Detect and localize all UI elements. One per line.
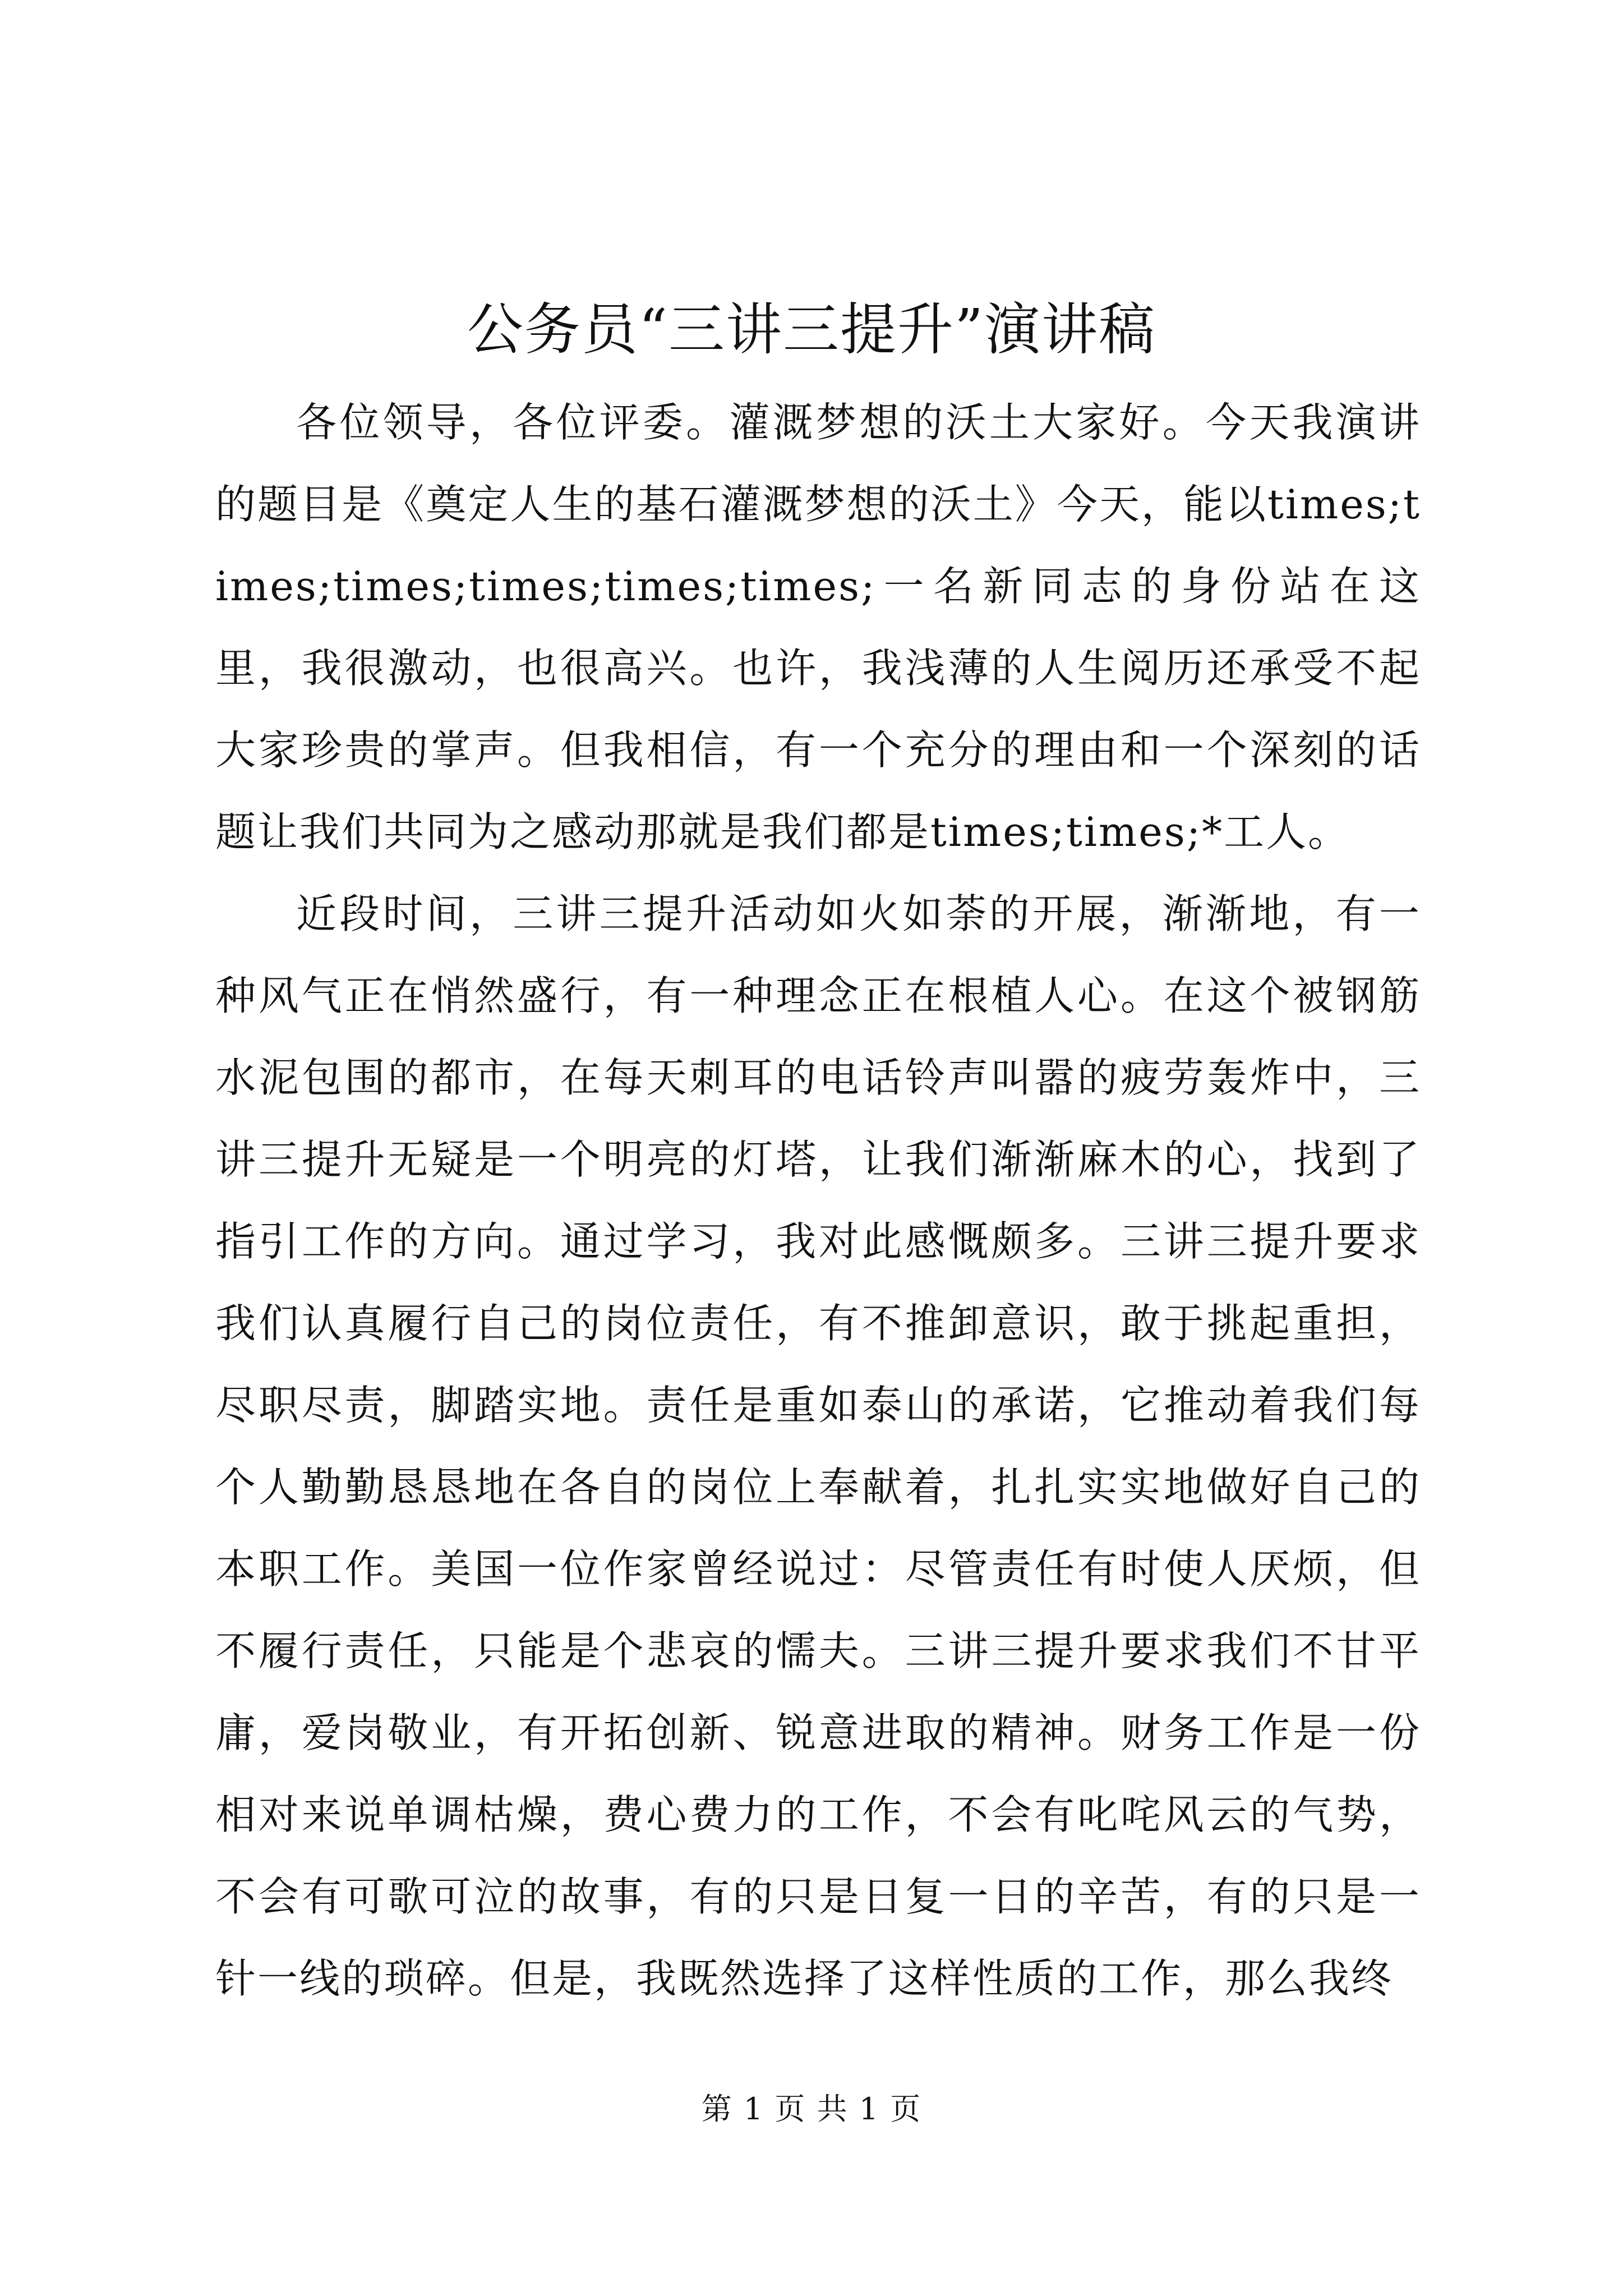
paragraph-opening: 各位领导，各位评委。灌溉梦想的沃土大家好。今天我演讲的题目是《奠定人生的基石灌溉梦想的沃土》今天，能以times;times;times;times;times;times;一名新同志的身份站在这里，我很激动，也很高兴。也许，我浅薄的人生阅历还承受不起大家珍贵的掌声。但我相信，有一个充分的理由和一个深刻的话题让我们共同为之感动那就是我们都是times;times;*工人。 — [215, 399, 1421, 855]
document-title: 公务员“三讲三提升”演讲稿 — [467, 297, 1156, 362]
document-body — [215, 381, 1421, 2019]
paragraph-main: 近段时间，三讲三提升活动如火如荼的开展，渐渐地，有一种风气正在悄然盛行，有一种理念正在根植人心。在这个被钢筋水泥包围的都市，在每天刺耳的电话铃声叫嚣的疲劳轰炸中，三讲三提升无疑是一个明亮的灯塔，让我们渐渐麻木的心，找到了指引工作的方向。通过学习，我对此感慨颇多。三讲三提升要求我们认真履行自己的岗位责任，有不推卸意识，敢于挑起重担，尽职尽责，脚踏实地。责任是重如泰山的承诺，它推动着我们每个人勤勤恳恳地在各自的岗位上奉献着，扎扎实实地做好自己的本职工作。美国一位作家曾经说过：尽管责任有时使人厌烦，但不履行责任，只能是个悲哀的懦夫。三讲三提升要求我们不甘平庸，爱岗敬业，有开拓创新、锐意进取的精神。财务工作是一份相对来说单调枯燥，费心费力的工作，不会有叱咤风云的气势，不会有可歌可泣的故事，有的只是日复一日的辛苦，有的只是一针一线的琐碎。但是，我既然选择了这样性质的工作，那么我终 — [215, 890, 1421, 2002]
page-footer: 第 1 页 共 1 页 — [701, 2091, 922, 2127]
